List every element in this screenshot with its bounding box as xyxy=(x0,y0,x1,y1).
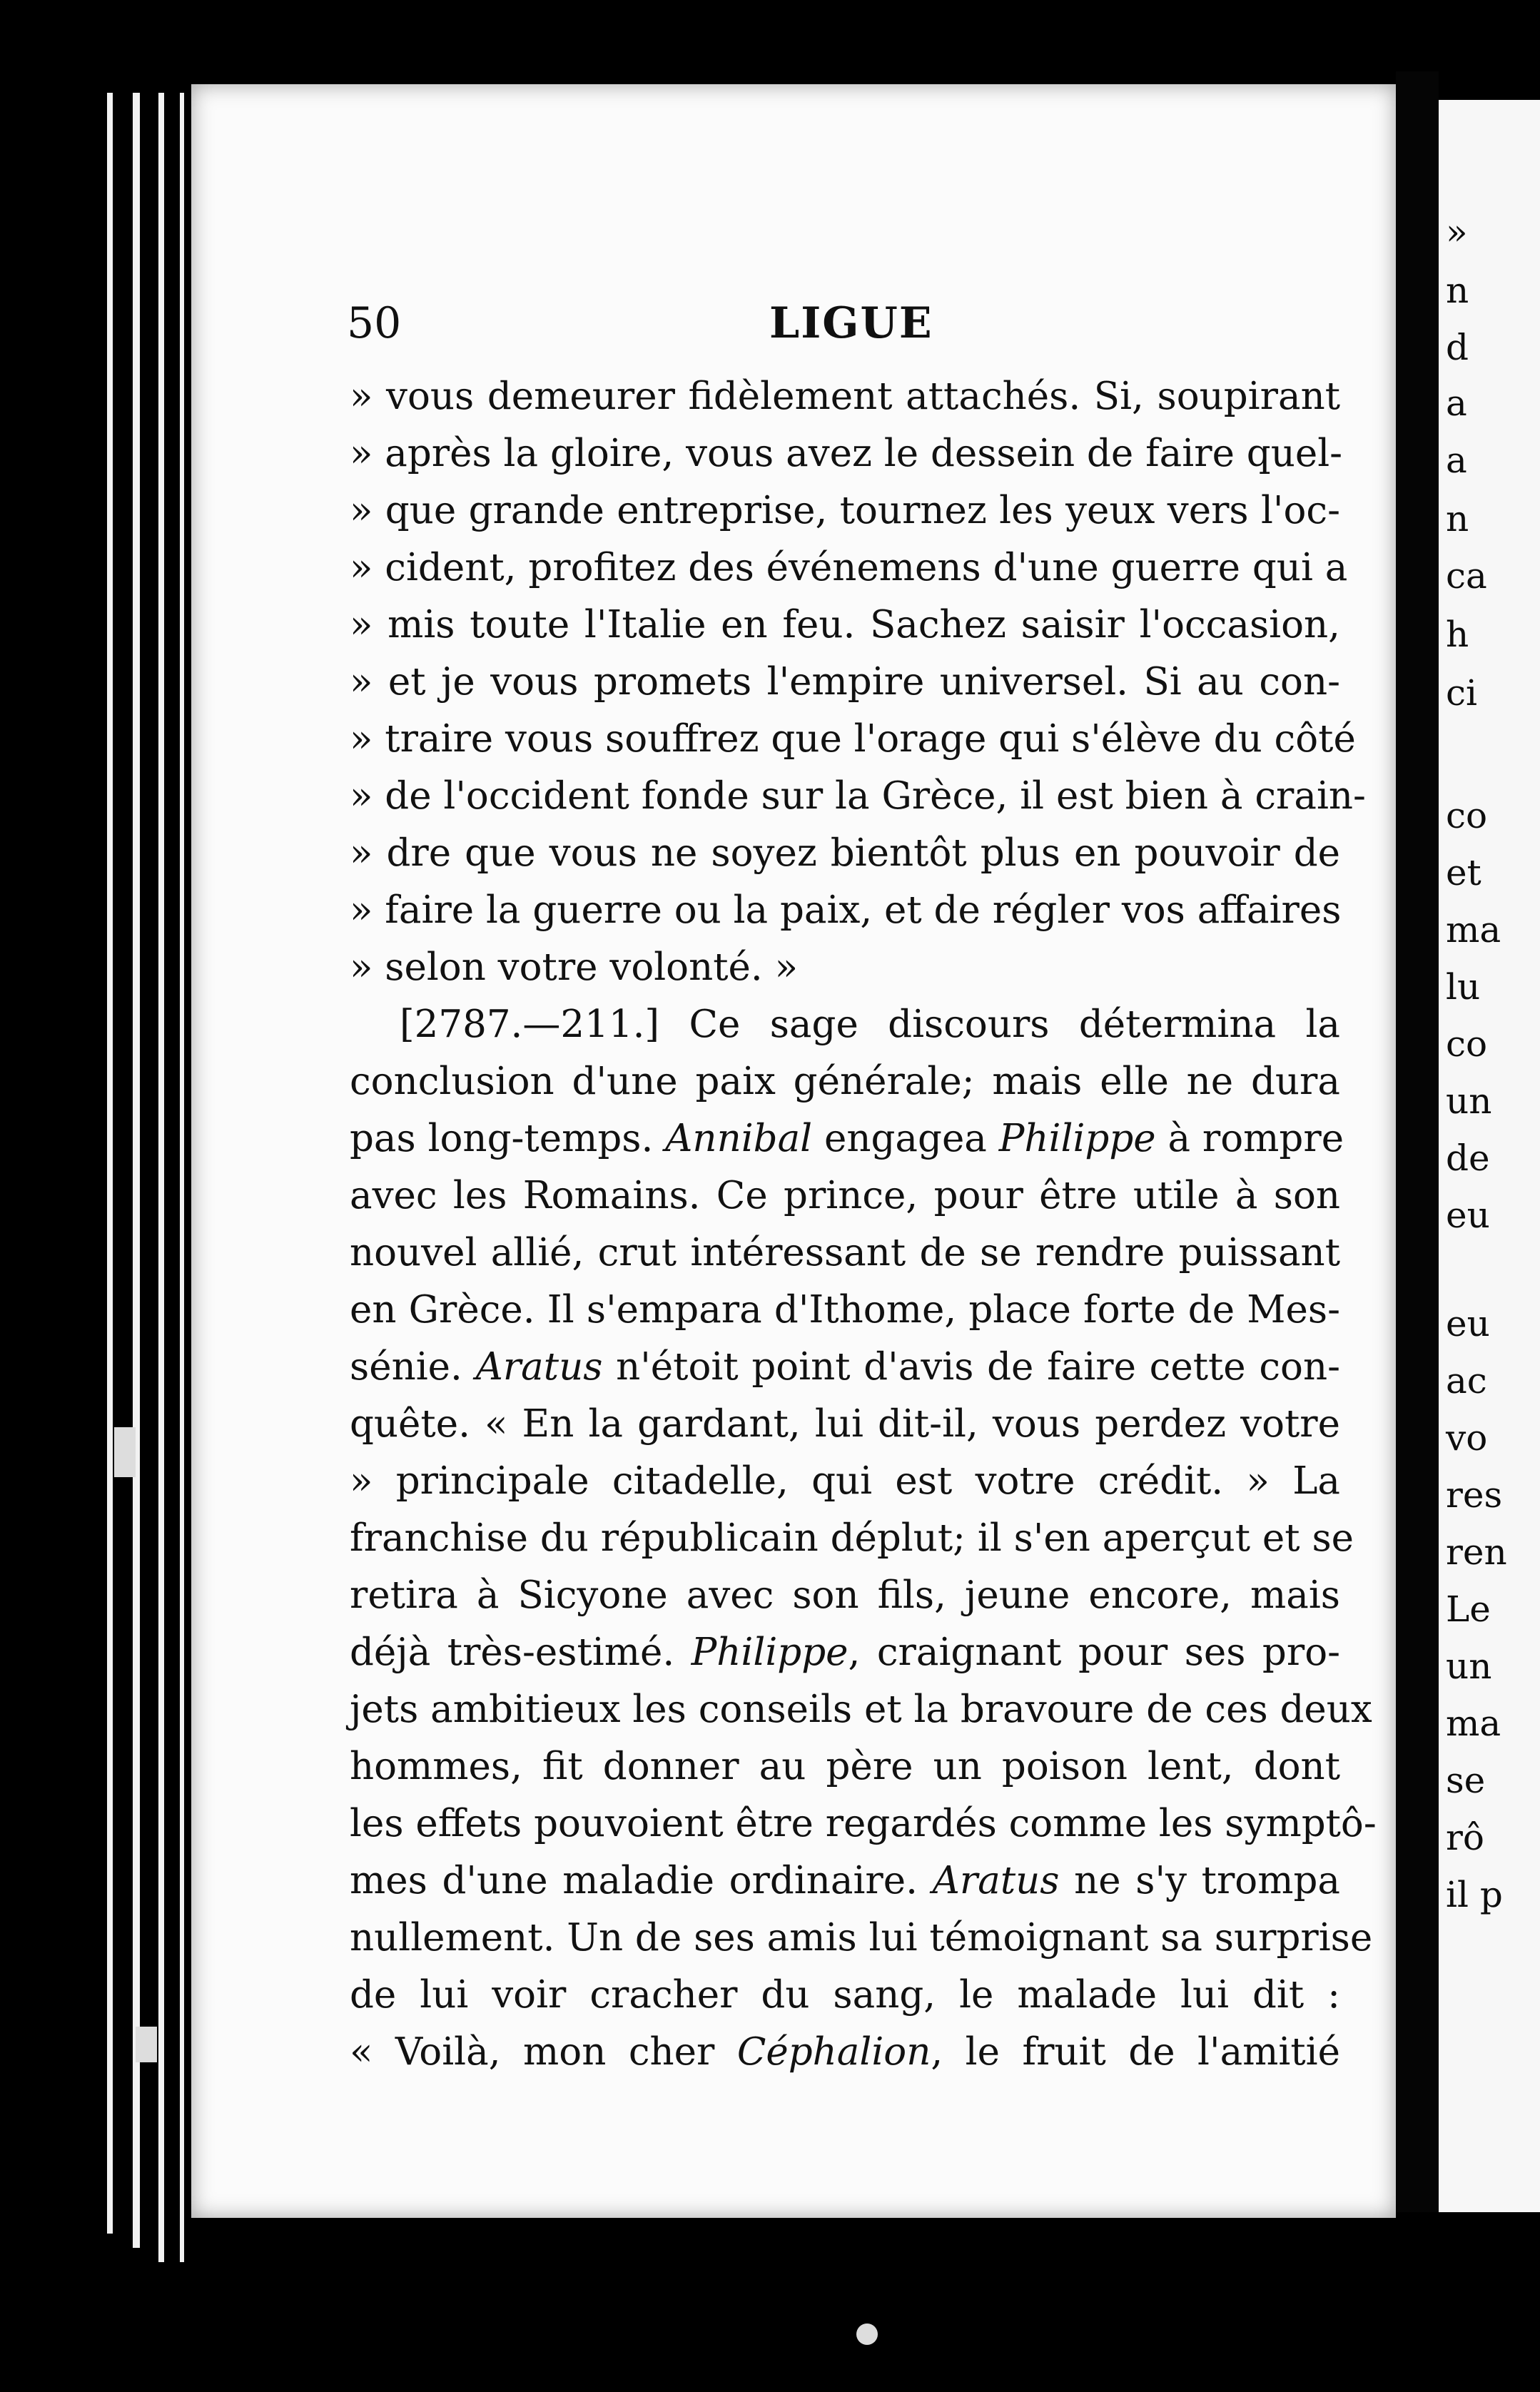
text-span: hommes, fit donner au père un poison lent, dont xyxy=(350,1745,1340,1788)
text-span: » dre que vous ne soyez bientôt plus en pouvoir de xyxy=(350,831,1340,875)
text-span: nullement. Un de ses amis lui témoignant sa surprise xyxy=(350,1916,1373,1960)
text-line xyxy=(350,1225,1340,1282)
next-page-fragment: de xyxy=(1446,1137,1490,1179)
text-line xyxy=(350,1396,1340,1453)
text-span: ne s'y trompa xyxy=(1059,1859,1341,1902)
text-line xyxy=(350,711,1356,768)
next-page-fragment: il p xyxy=(1446,1874,1503,1915)
next-page-fragment: ma xyxy=(1446,1703,1501,1744)
body-text xyxy=(350,368,1377,2081)
next-page-fragment: ren xyxy=(1446,1531,1507,1573)
text-span: » traire vous souffrez que l'orage qui s'élève du côté xyxy=(350,717,1356,761)
text-span: nouvel allié, crut intéressant de se rendre puissant xyxy=(350,1231,1340,1274)
text-line xyxy=(350,1967,1340,2024)
text-span: » de l'occident fonde sur la Grèce, il est bien à crain- xyxy=(350,774,1366,818)
next-page-fragment: eu xyxy=(1446,1195,1490,1236)
book-page xyxy=(191,84,1396,2218)
text-span: pas long-temps. xyxy=(350,1117,666,1160)
next-page-fragment: un xyxy=(1446,1646,1492,1687)
text-span: » selon votre volonté. » xyxy=(350,946,799,989)
text-span: avec les Romains. Ce prince, pour être utile à son xyxy=(350,1174,1340,1217)
next-page-fragment: co xyxy=(1446,795,1488,836)
spine-line xyxy=(133,93,140,2248)
text-span: de lui voir cracher du sang, le malade lui dit : xyxy=(350,1973,1340,2017)
text-line xyxy=(350,1795,1377,1853)
italic-name: Aratus xyxy=(932,1859,1060,1902)
text-line xyxy=(350,1738,1340,1795)
text-line xyxy=(350,996,1340,1053)
text-span: [2787.—211.] Ce sage discours détermina la xyxy=(400,1003,1340,1046)
next-page-fragment: d xyxy=(1446,327,1469,368)
text-line xyxy=(350,1853,1340,1910)
next-page-edge xyxy=(1439,100,1540,2212)
library-stamp xyxy=(856,2323,878,2345)
text-line xyxy=(350,825,1340,882)
italic-name: Annibal xyxy=(665,1117,813,1160)
text-line xyxy=(350,368,1340,425)
text-line xyxy=(350,1510,1354,1567)
text-line xyxy=(350,2024,1340,2081)
text-span: à rompre xyxy=(1155,1117,1344,1160)
text-span: « Voilà, mon cher xyxy=(350,2030,737,2074)
text-span: » que grande entreprise, tournez les yeux vers l'oc- xyxy=(350,489,1340,532)
book-spine-left xyxy=(0,0,193,2392)
next-page-fragment: ma xyxy=(1446,909,1501,951)
next-page-fragment: » xyxy=(1446,211,1468,253)
text-line xyxy=(350,425,1343,482)
text-line xyxy=(350,1624,1340,1681)
spine-line xyxy=(180,93,184,2262)
page-number: 50 xyxy=(347,298,402,348)
text-span: déjà très-estimé. xyxy=(350,1631,692,1674)
next-page-fragment: vo xyxy=(1446,1417,1488,1459)
text-line xyxy=(350,1453,1340,1510)
text-span: mes d'une maladie ordinaire. xyxy=(350,1859,933,1902)
text-span: n'étoit point d'avis de faire cette con- xyxy=(602,1345,1340,1389)
next-page-fragment: se xyxy=(1446,1760,1486,1801)
next-page-fragment: ci xyxy=(1446,672,1477,714)
next-page-fragment: co xyxy=(1446,1023,1488,1065)
text-span: jets ambitieux les conseils et la bravoure de ces deux xyxy=(350,1688,1372,1731)
text-span: en Grèce. Il s'empara d'Ithome, place forte de Mes- xyxy=(350,1288,1340,1332)
spine-line xyxy=(158,93,164,2262)
text-line xyxy=(350,1282,1340,1339)
text-span: , le fruit de l'amitié xyxy=(931,2030,1340,2074)
text-span: conclusion d'une paix générale; mais elle ne dura xyxy=(350,1060,1340,1103)
text-span: » après la gloire, vous avez le dessein de faire quel- xyxy=(350,432,1343,475)
next-page-fragment: ac xyxy=(1446,1360,1487,1402)
text-span: retira à Sicyone avec son fils, jeune encore, mais xyxy=(350,1573,1340,1617)
next-page-fragment: rô xyxy=(1446,1817,1485,1858)
text-line xyxy=(350,939,1340,996)
text-line xyxy=(350,482,1340,539)
text-line xyxy=(350,1567,1340,1624)
speck xyxy=(136,2027,157,2062)
italic-name: Aratus xyxy=(475,1345,603,1389)
italic-name: Philippe xyxy=(691,1631,848,1674)
next-page-fragment: eu xyxy=(1446,1303,1490,1344)
text-span: les effets pouvoient être regardés comme les symptô- xyxy=(350,1802,1377,1845)
running-title: LIGUE xyxy=(769,298,933,348)
italic-name: Céphalion xyxy=(736,2030,931,2074)
italic-name: Philippe xyxy=(998,1117,1156,1160)
next-page-fragment: h xyxy=(1446,614,1469,655)
book-gutter xyxy=(1396,71,1439,2212)
text-line xyxy=(350,654,1340,711)
text-line xyxy=(350,768,1366,825)
next-page-fragment: n xyxy=(1446,270,1469,311)
text-span: » et je vous promets l'empire universel. Si au con- xyxy=(350,660,1340,704)
text-span: » mis toute l'Italie en feu. Sachez saisir l'occasion, xyxy=(350,603,1340,647)
text-line xyxy=(350,1110,1344,1167)
speck xyxy=(114,1427,136,1477)
next-page-fragment: a xyxy=(1446,440,1467,481)
text-span: » cident, profitez des événemens d'une guerre qui a xyxy=(350,546,1348,589)
text-span: , craignant pour ses pro- xyxy=(848,1631,1341,1674)
page-header xyxy=(191,291,1396,355)
text-span: » vous demeurer fidèlement attachés. Si, soupirant xyxy=(350,375,1340,418)
text-line xyxy=(350,1910,1373,1967)
text-line xyxy=(350,597,1340,654)
text-line xyxy=(350,539,1348,597)
text-line xyxy=(350,1681,1372,1738)
text-line xyxy=(350,882,1340,939)
next-page-fragment: Le xyxy=(1446,1588,1491,1630)
next-page-fragment: a xyxy=(1446,382,1467,424)
text-span: quête. « En la gardant, lui dit-il, vous perdez votre xyxy=(350,1402,1340,1446)
next-page-fragment: res xyxy=(1446,1474,1503,1516)
next-page-fragment: un xyxy=(1446,1080,1492,1122)
next-page-fragment: lu xyxy=(1446,966,1481,1008)
text-span: sénie. xyxy=(350,1345,476,1389)
text-span: engagea xyxy=(812,1117,999,1160)
next-page-fragment: ca xyxy=(1446,555,1487,597)
text-line xyxy=(350,1053,1340,1110)
text-span: » principale citadelle, qui est votre crédit. » La xyxy=(350,1459,1340,1503)
next-page-fragment: n xyxy=(1446,498,1469,539)
text-span: franchise du républicain déplut; il s'en aperçut et se xyxy=(350,1516,1354,1560)
text-span: » faire la guerre ou la paix, et de régler vos affaires xyxy=(350,888,1342,932)
spine-line xyxy=(107,93,113,2234)
text-line xyxy=(350,1339,1340,1396)
text-line xyxy=(350,1167,1340,1225)
next-page-fragment: et xyxy=(1446,852,1481,893)
